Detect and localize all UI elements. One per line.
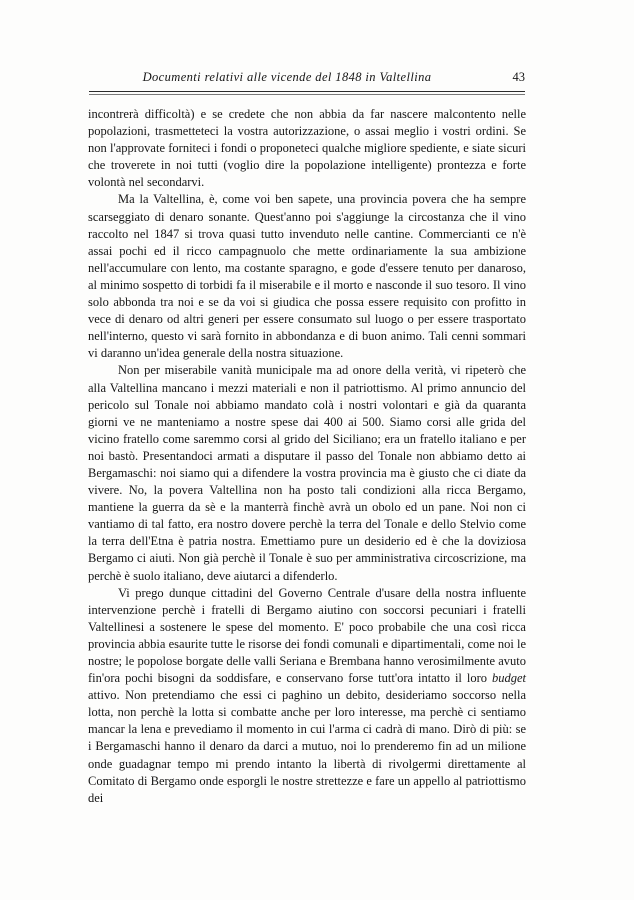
page-number: 43 [512,70,525,84]
italic-word-budget: budget [491,671,526,686]
running-title: Documenti relativi alle vicende del 1848 in Valtellina [142,70,432,84]
running-header [89,70,525,88]
header-rule [89,91,525,92]
paragraph-request-bergamo [88,585,526,807]
header-rule-thin [89,94,525,95]
paragraph-text-before: Vi prego dunque cittadini del Governo Centrale d'usare della nostra influente intervenzione perchè i fratelli di Bergamo aiutino con soccorsi pecuniari i fratelli Valtellinesi a sostenere le spese del momento. E' poco probabile che una così ricca provincia abbia esaurite tutte le risorse dei fondi comunali e dipartimentali, come noi le nostre; le popolose borgate delle valli Seriana e Brembana hanno verosimilmente avuto fin'ora pochi bisogni da soddisfare, e conservano forse tutt'ora intatto il loro [88,585,526,686]
paragraph-patriotism: Non per miserabile vanità municipale ma ad onore della verità, vi ripeterò che alla Valtellina mancano i mezzi materiali e non il patriottismo. Al primo annuncio del pericolo sul Tonale noi abbiamo mandato colà i nostri volontari e già da quaranta giorni ve ne manteniamo a nostre spese dai 400 ai 500. Siamo corsi alle grida del vicino fratello come saremmo corsi al grido del Siciliano; era un fratello italiano e per noi bastò. Presentandoci armati a disputare il passo del Tonale non abbiamo detto ai Bergamaschi: noi siamo qui a difendere la vostra provincia ma è giusto che ci diate da vivere. No, la povera Valtellina non ha posto tali condizioni alla ricca Bergamo, mantiene la guerra da sè e la manterrà finchè avrà un obolo ed un pane. Noi non ci vantiamo di tal fatto, era nostro dovere perchè la terra del Tonale e dello Stelvio come la terra dell'Etna è patria nostra. Emettiamo pure un desiderio ed è che la doviziosa Bergamo ci aiuti. Non già perchè il Tonale è suo per amministrativa circoscrizione, ma perchè è suolo italiano, deve aiutarci a difenderlo. [88,363,526,583]
body-text [88,106,526,807]
paragraph-text-after: attivo. Non pretendiamo che essi ci paghino un debito, desideriamo soccorso nella lotta, non perchè la lotta si combatte anche per loro interesse, ma perchè ci sentiamo mancar la lena e prevediamo il momento in cui l'arma ci cadrà di mano. Dirò di più: se i Bergamaschi hanno il denaro da darci a mutuo, noi lo prenderemo fin ad un milione onde guadagnar tempo mi prendo intanto la libertà di rivolgermi direttamente al Comitato di Bergamo onde esporgli le nostre strettezze e fare un appello al patriottismo dei [88,688,526,805]
paragraph-valtellina-poverty: Ma la Valtellina, è, come voi ben sapete, una provincia povera che ha sempre scarseggiato di denaro sonante. Quest'anno poi s'aggiunge la circostanza che il vino raccolto nel 1847 si trova quasi tutto invenduto nelle cantine. Commercianti ce n'è assai pochi ed il ricco campagnuolo che mette ordinariamente la sua ambizione nell'accumulare con lento, ma costante sparagno, e gode d'essere tenuto per danaroso, al minimo sospetto di torbidi fa il miserabile e il morto e nasconde il suo tesoro. Il vino solo abbonda tra noi e se da voi si giudica che possa essere requisito con profitto in vece di denaro od altri generi per essere consumato sul luogo o per essere trasportato nell'interno, questo vi sarà fornito in abbondanza e di buon animo. Tali cenni sommari vi daranno un'idea generale della nostra situazione. [88,192,526,361]
paragraph-continuation: incontrerà difficoltà) e se credete che non abbia da far nascere malcontento nelle popolazioni, trasmetteteci la vostra autorizzazione, o assai meglio i vostri ordini. Se non l'approvate forniteci i fondi o proponeteci qualche migliore spediente, e siate sicuri che troverete in noi tutti (voglio dire la popolazione intelligente) prontezza e forte volontà nel secondarvi. [88,107,526,190]
